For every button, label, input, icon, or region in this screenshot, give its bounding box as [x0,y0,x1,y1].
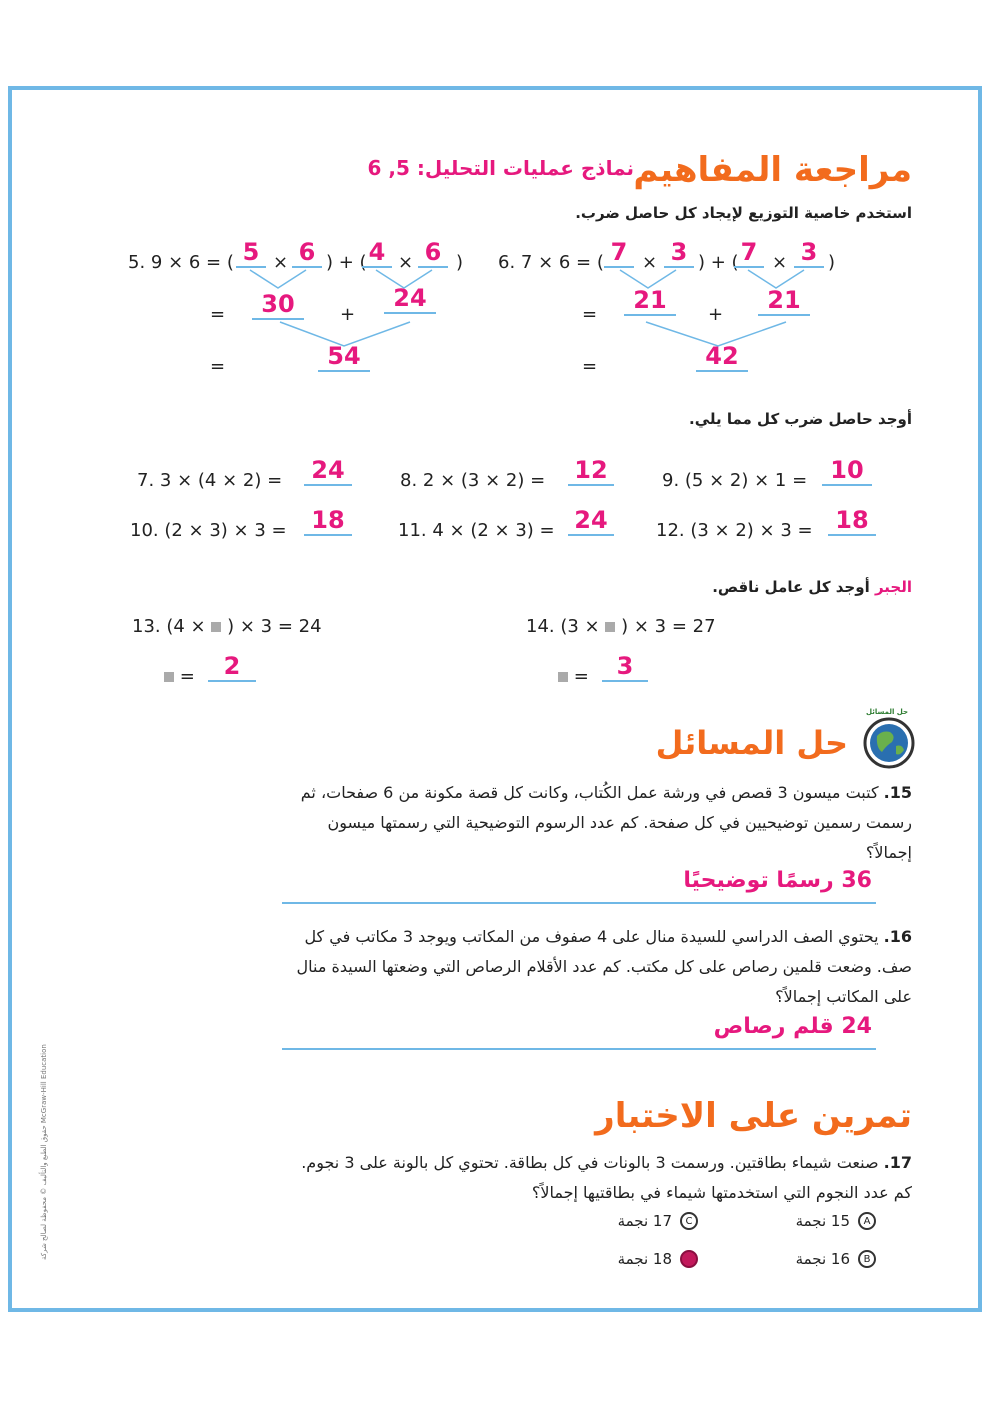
ex6-connector-lines [590,260,850,360]
q9: 9. (5 × 2) × 1 = [662,470,808,491]
missing-factor-box [211,622,221,632]
ex6-a: 7 [604,238,634,268]
option-a[interactable] [796,1212,876,1230]
a14: 3 [602,652,648,682]
missing-factor-box [558,672,568,682]
q14-post: ) × 3 = 27 [621,616,716,637]
option-d-text: 18 نجمة [617,1250,672,1268]
section-title-review: مراجعة المفاهيم [633,150,912,190]
q12: 12. (3 × 2) × 3 = [656,520,813,541]
q10: 10. (2 × 3) × 3 = [130,520,287,541]
ex6-total: 42 [696,342,748,372]
missing-factor-box [605,622,615,632]
problem-17-text: صنعت شيماء بطاقتين. ورسمت 3 بالونات في كل بطاقة. تحتوي كل بالونة على 3 نجوم. كم عدد النجوم التي استخدمتها شيماء في بطاقتيها إجمالاً؟ [301,1153,912,1202]
missing-factor-box [164,672,174,682]
section-title-test: تمرين على الاختبار [595,1096,912,1136]
option-c-bubble[interactable]: C [680,1212,698,1230]
ex5-lhs: 5. 9 × 6 = ( [128,252,234,273]
ex5-times1: × [273,252,289,273]
ex5-plus: + [340,304,356,325]
problem-16 [292,922,912,1012]
q14-pre: 14. (3 × [526,616,600,637]
problem-17-number: 17. [883,1153,912,1172]
a12: 18 [828,506,876,536]
q13-post: ) × 3 = 24 [227,616,322,637]
ex5-close: ) [456,252,464,273]
a9: 10 [822,456,872,486]
ex5-eq2: = [210,356,226,377]
problem-15-text: كتبت ميسون 3 قصص في ورشة عمل الكُتاب، وكانت كل قصة مكونة من 6 صفحات، ثم رسمت رسمين توضيحيين في كل صفحة. كم عدد الرسوم التوضيحية التي رسمتها ميسون إجمالاً؟ [300,783,912,862]
option-d[interactable] [618,1250,698,1268]
ex5-c: 4 [362,238,392,268]
copyright-text: حقوق الطبع والتأليف © محفوظة لصالح شركة McGraw-Hill Education [40,1044,48,1260]
copyright-side-note [40,960,54,1260]
a11: 24 [568,506,614,536]
ex5-partial2: 24 [384,284,436,314]
problem-16-number: 16. [883,927,912,946]
ex5-d: 6 [418,238,448,268]
q7: 7. 3 × (4 × 2) = [137,470,283,491]
instruction-products: أوجد حاصل ضرب كل مما يلي. [689,410,912,428]
option-a-text: 15 نجمة [795,1212,850,1230]
ex5-partial1: 30 [252,290,304,320]
q13 [132,616,322,637]
q13-pre: 13. (4 × [132,616,206,637]
globe-label: حل المسائل [866,708,909,716]
a13-label [164,666,195,687]
option-c[interactable] [618,1212,698,1230]
problem-15-answer: 36 رسمًا توضيحيًا [683,868,872,893]
algebra-label: الجبر [874,578,912,596]
ex6-b: 3 [664,238,694,268]
a7: 24 [304,456,352,486]
a13-equals: = [179,666,195,687]
section-title-problems: حل المسائل [655,724,848,762]
option-b[interactable] [796,1250,876,1268]
problem-15-number: 15. [883,783,912,802]
ex6-c: 7 [734,238,764,268]
option-b-text: 16 نجمة [795,1250,850,1268]
ex5-b: 6 [292,238,322,268]
ex5-total: 54 [318,342,370,372]
ex6-eq2: = [582,356,598,377]
a14-equals: = [573,666,589,687]
a13: 2 [208,652,256,682]
a8: 12 [568,456,614,486]
section-subtitle: نماذج عمليات التحليل: 5, 6 [367,156,634,180]
ex5-mid: ) + ( [326,252,367,273]
ex6-partial1: 21 [624,286,676,316]
ex5-connector-lines [220,260,480,360]
ex6-eq1: = [582,304,598,325]
answer-rule-16 [282,1048,876,1050]
ex5-eq1: = [210,304,226,325]
q11: 11. 4 × (2 × 3) = [398,520,555,541]
problem-16-answer: 24 قلم رصاص [713,1014,872,1039]
problem-15 [292,778,912,868]
problem-16-text: يحتوي الصف الدراسي للسيدة منال على 4 صفوف من المكاتب ويوجد 3 مكاتب في كل صف. وضعت قلمين رصاص على كل مكتب. كم عدد الأقلام الرصاص التي وضعتها السيدة منال على المكاتب إجمالاً؟ [296,927,912,1006]
algebra-instruction [712,578,912,596]
option-a-bubble[interactable]: A [858,1212,876,1230]
ex6-mid: ) + ( [698,252,739,273]
ex6-lhs: 6. 7 × 6 = ( [498,252,604,273]
globe-icon [860,708,918,770]
a14-label [558,666,589,687]
ex6-d: 3 [794,238,824,268]
answer-rule-15 [282,902,876,904]
q14 [526,616,716,637]
problem-17 [292,1148,912,1208]
option-c-text: 17 نجمة [617,1212,672,1230]
option-b-bubble[interactable]: B [858,1250,876,1268]
ex5-times2: × [398,252,414,273]
option-d-bubble-selected[interactable] [680,1250,698,1268]
ex6-times2: × [772,252,788,273]
ex6-times1: × [642,252,658,273]
algebra-text: أوجد كل عامل ناقص. [712,578,870,596]
q8: 8. 2 × (3 × 2) = [400,470,546,491]
ex6-plus: + [708,304,724,325]
ex6-partial2: 21 [758,286,810,316]
a10: 18 [304,506,352,536]
instruction-distributive: استخدم خاصية التوزيع لإيجاد كل حاصل ضرب. [575,204,912,222]
ex5-a: 5 [236,238,266,268]
ex6-close: ) [828,252,836,273]
